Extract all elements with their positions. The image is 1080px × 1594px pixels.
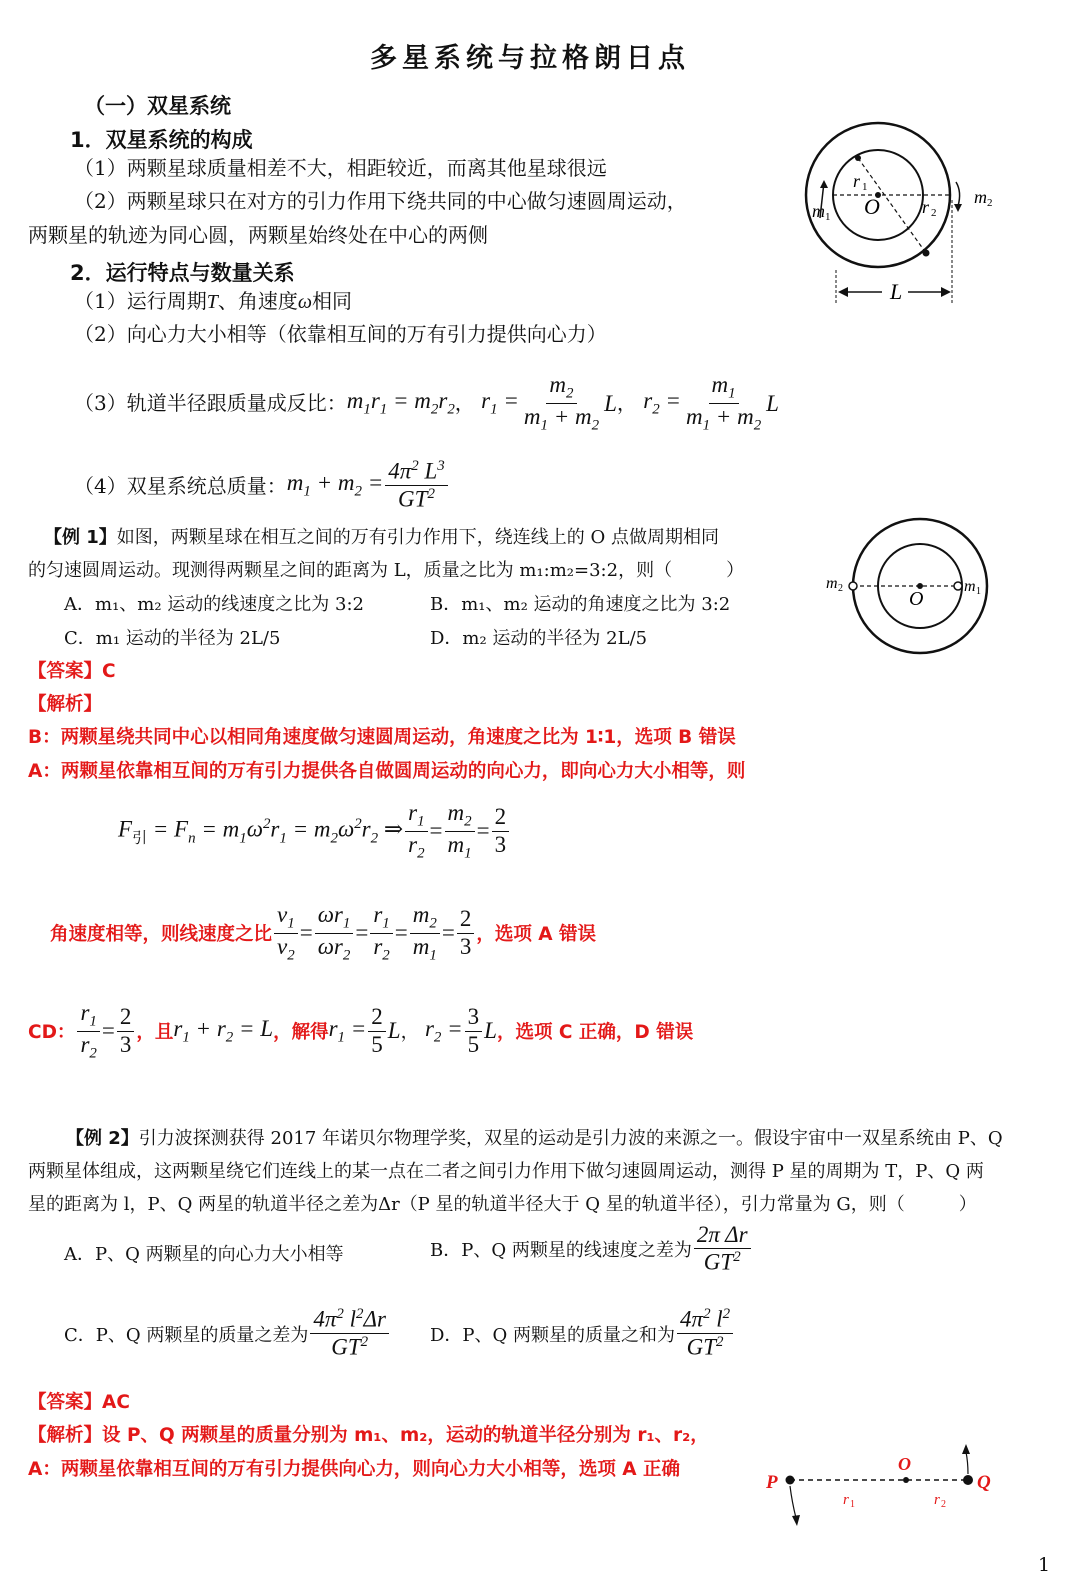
label-m2: m (974, 187, 987, 207)
svg-text:1: 1 (850, 1499, 855, 1510)
label-m2: m (826, 575, 838, 592)
example-1-text: 的匀速圆周运动。现测得两颗星之间的距离为 L，质量之比为 m₁:m₂=3:2，则（ ） (28, 560, 745, 581)
svg-text:2: 2 (987, 197, 993, 209)
svg-text:2: 2 (941, 1499, 946, 1510)
example-2-text: 星的距离为 l，P、Q 两星的轨道半径之差为Δr（P 星的轨道半径大于 Q 星的轨道半径），引力常量为 G，则（ ） (28, 1194, 977, 1215)
label-O: O (898, 1454, 911, 1474)
option-d: D．m₂ 运动的半径为 2L/5 (430, 628, 648, 649)
label-L: L (890, 279, 903, 304)
option-a: A．P、Q 两颗星的向心力大小相等 (64, 1244, 344, 1265)
svg-text:1: 1 (976, 586, 981, 597)
label-P: P (766, 1472, 778, 1493)
label-Q: Q (977, 1472, 991, 1493)
svg-text:1: 1 (825, 211, 831, 223)
label-m1: m (964, 578, 976, 595)
svg-text:1: 1 (862, 181, 868, 193)
svg-text:2: 2 (838, 583, 843, 594)
label-O: O (909, 588, 924, 610)
option-a: A．m₁、m₂ 运动的线速度之比为 3:2 (64, 594, 364, 615)
label-r1: r (853, 171, 861, 191)
label-r1: r (843, 1492, 849, 1508)
paragraph: （1）两颗星球质量相差不大，相距较近，而离其他星球很远 (74, 156, 607, 180)
option-b: B．P、Q 两颗星的线速度之差为 $\frac{\text{2π Δr}}{GT^2}$ (430, 1222, 753, 1277)
formula-line-radius: （3）轨道半径跟质量成反比： $m_1r_1 = m_2r_2$ ， $r_1$ = $\frac{m_2}{m_1 + m_2}$ L ， $r_2$ = $\frac{m_1}{m_1 + m_2}$ L (74, 372, 779, 434)
svg-text:2: 2 (931, 207, 937, 219)
paragraph: （2）两颗星球只在对方的引力作用下绕共同的中心做匀速圆周运动， (74, 189, 687, 213)
page-number: 1 (1038, 1554, 1051, 1576)
answer: 【答案】C (28, 661, 116, 682)
example-2-text: 两颗星体组成，这两颗星绕它们连线上的某一点在二者之间引力作用下做匀速圆周运动，测得 P 星的周期为 T，P、Q 两 (28, 1161, 984, 1182)
binary-star-diagram-2 (820, 516, 1000, 656)
label-r2: r (922, 197, 930, 217)
subsection-heading-1: 1．双星系统的构成 (70, 128, 253, 152)
analysis-line: A：两颗星依靠相互间的万有引力提供向心力，则向心力大小相等，选项 A 正确 (28, 1459, 681, 1480)
analysis-tag: 【解析】 (28, 694, 103, 715)
section-heading: （一）双星系统 (84, 94, 231, 118)
label-O: O (864, 194, 880, 219)
binary-star-diagram-1 (796, 120, 1006, 310)
analysis-line: 【解析】设 P、Q 两颗星的质量分别为 m₁、m₂，运动的轨道半径分别为 r₁、r₂， (28, 1425, 709, 1446)
paragraph: （2）向心力大小相等（依靠相互间的万有引力提供向心力） (74, 322, 607, 346)
example-2-text: 【例 2】引力波探测获得 2017 年诺贝尔物理学奖，双星的运动是引力波的来源之一。假设宇宙中一双星系统由 P、Q (66, 1128, 1003, 1149)
formula-force: $F_引 = F_n = m_1\omega^2r_1 = m_2\omega^2r_2$ ⇒ $\frac{r_1}{r_2}$ = $\frac{m_2}{m_1}$ = $\frac{2}{3}$ (118, 800, 511, 863)
option-c: C．P、Q 两颗星的质量之差为 $\frac{4\pi^2 l^2\Delta r}{GT^2}$ (64, 1306, 391, 1361)
page-title: 多星系统与拉格朗日点 (370, 43, 690, 74)
subsection-heading-2: 2．运行特点与数量关系 (70, 261, 295, 285)
pq-star-diagram (760, 1440, 1000, 1560)
analysis-line: A：两颗星依靠相互间的万有引力提供各自做圆周运动的向心力，即向心力大小相等，则 (28, 761, 746, 782)
option-c: C．m₁ 运动的半径为 2L/5 (64, 628, 281, 649)
label-r2: r (934, 1492, 940, 1508)
analysis-line: B：两颗星绕共同中心以相同角速度做匀速圆周运动，角速度之比为 1∶1，选项 B 错误 (28, 727, 736, 748)
answer: 【答案】AC (28, 1392, 130, 1413)
example-1-text: 【例 1】如图，两颗星球在相互之间的万有引力作用下，绕连线上的 O 点做周期相同 (44, 527, 719, 548)
label-m1: m (812, 201, 825, 221)
analysis-cd: CD： $\frac{r_1}{r_2}$ = $\frac{2}{3}$ ，且 $r_1 + r_2 = L$ ，解得 $r_1$ = $\frac{2}{5}$ L ， $r_2$ = $\frac{3}{5}$ L ，选项 C 正确，D 错误 (28, 1000, 694, 1062)
analysis-velocity-ratio: 角速度相等，则线速度之比 $\frac{v_1}{v_2}$ = $\frac{\omega r_1}{\omega r_2}$ = $\frac{r_1}{r_2}$ = $\frac{m_2}{m_1}$ = $\frac{2}{3}$ ，选项 A 错误 (50, 902, 597, 964)
formula-line-total-mass: （4）双星系统总质量： $m_1 + m_2$ = $\frac{4\pi^2 L^3}{GT^2}$ (74, 458, 450, 513)
option-d: D．P、Q 两颗星的质量之和为 $\frac{4\pi^2 l^2}{GT^2}$ (430, 1306, 735, 1361)
paragraph: （1）运行周期T、角速度ω相同 (74, 289, 352, 313)
paragraph: 两颗星的轨迹为同心圆，两颗星始终处在中心的两侧 (28, 223, 488, 247)
option-b: B．m₁、m₂ 运动的角速度之比为 3:2 (430, 594, 731, 615)
